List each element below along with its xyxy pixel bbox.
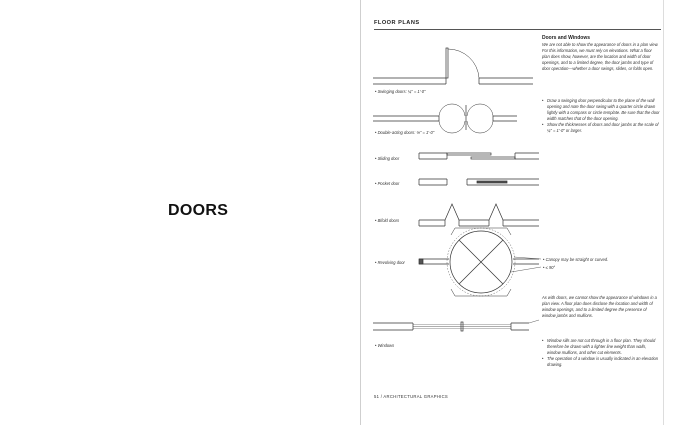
caption-sliding-door: • Sliding door [375, 156, 399, 161]
revolving-note-canopy: • Canopy may be straight or curved. [543, 257, 608, 262]
caption-bifold-doors: • Bifold doors [375, 218, 399, 223]
doors-windows-heading: Doors and Windows [542, 35, 591, 41]
double-acting-door-drawing [373, 104, 517, 133]
caption-revolving-door: • Revolving door [375, 260, 405, 265]
revolving-note-angle: • ≤ 90° [543, 265, 555, 270]
windows-bullet-1: • Window sills are not cut through in a floor plan. They should therefore be drawn with a lighter line weight than walls, window mullions, and other cut elements. [542, 338, 660, 356]
slide-title: DOORS [168, 202, 229, 219]
book-page [360, 0, 663, 425]
floor-plan-drawings [361, 0, 663, 425]
page-footer: 51 / ARCHITECTURAL GRAPHICS [374, 394, 449, 399]
caption-pocket-door: • Pocket door [375, 181, 399, 186]
pocket-door-drawing [419, 179, 539, 185]
sliding-door-drawing [419, 153, 539, 159]
window-drawing [373, 320, 539, 331]
page-header: FLOOR PLANS [374, 20, 661, 30]
doors-bullet-1: • Draw a swinging door perpendicular to the plane of the wall opening and note the door swing with a quarter circle drawn lightly with a compass or circle template. Be sure that the door width matches that of the door opening. [542, 98, 660, 122]
bifold-door-drawing [419, 204, 539, 226]
doors-bullet-2: • Show the thicknesses of doors and door jambs at the scale of ¼" = 1'-0" or larger. [542, 122, 660, 134]
caption-windows: • Windows [375, 343, 394, 348]
doors-paragraph: We are not able to show the appearance of doors in a plan view. For this information, we must rely on elevations. What a floor plan does show, however, are the location and width of door openings, and to a limited degree, the door jambs and type of door operation—whether a door swings, slides, or folds open. [542, 42, 659, 72]
windows-bullet-2: • The operation of a window is usually indicated in an elevation drawing. [542, 356, 660, 368]
caption-double-acting-doors: • Double-acting doors: ⅛" = 1'-0" [375, 130, 434, 135]
caption-swinging-doors: • Swinging doors: ¼" = 1'-0" [375, 89, 426, 94]
windows-paragraph: As with doors, we cannot show the appearance of windows in a plan view. A floor plan does disclose the location and width of window openings, and to a limited degree the presence of window jambs and mullions. [542, 295, 657, 319]
revolving-door-drawing [419, 228, 541, 296]
swinging-door-drawing [373, 48, 533, 84]
